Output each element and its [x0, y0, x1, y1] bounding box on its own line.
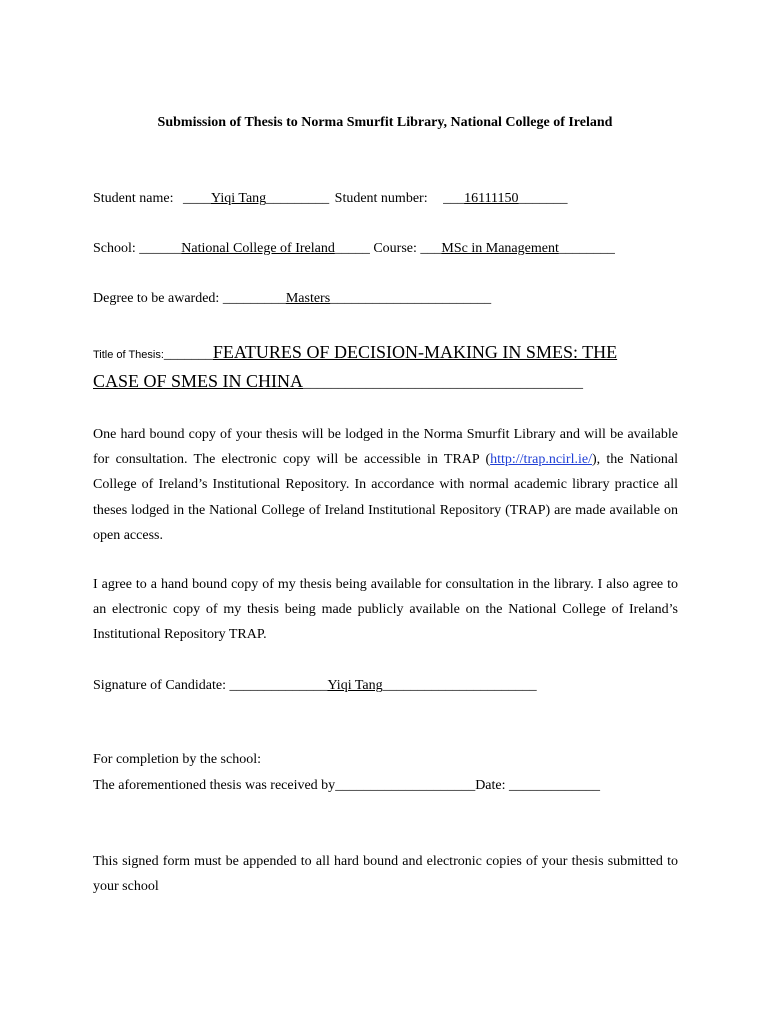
signature-lead: ______________: [229, 678, 328, 693]
para1-text-2: ), the National College of Ireland’s Institutional Repository. In accordance with normal academic library practice all theses lodged in the National College of Ireland Institutional Repository (TRAP) are made available on open access.: [93, 452, 678, 543]
signature-label: Signature of Candidate:: [93, 678, 226, 693]
student-name-value: Yiqi Tang: [211, 191, 267, 206]
degree-label: Degree to be awarded:: [93, 291, 220, 306]
student-number-trail: _______: [518, 191, 568, 206]
signature-row: [93, 677, 537, 695]
school-value: National College of Ireland: [181, 241, 335, 256]
school-completion-heading: For completion by the school:: [93, 752, 261, 767]
received-by-blank: ____________________: [335, 778, 476, 793]
consent-paragraph: I agree to a hand bound copy of my thesis being available for consultation in the library. I also agree to an electronic copy of my thesis being made publicly available on the National College of Ireland’s Institutional Repository TRAP.: [93, 577, 678, 643]
thesis-title-row-1: [93, 340, 617, 367]
school-lead: ______: [139, 241, 182, 256]
repository-paragraph: [93, 422, 678, 548]
course-value: MSc in Management: [441, 241, 559, 256]
degree-trail: _______________________: [330, 291, 492, 306]
thesis-lead: _______: [163, 347, 213, 362]
footer-note: This signed form must be appended to all hard bound and electronic copies of your thesis submitted to your school: [93, 854, 678, 895]
signature-value: Yiqi Tang: [327, 678, 383, 693]
received-by-row: [93, 777, 600, 795]
received-by-label: The aforementioned thesis was received by: [93, 778, 336, 793]
student-number-lead: ___: [443, 191, 465, 206]
thesis-label: Title of Thesis:: [93, 349, 164, 361]
thesis-title-line1: FEATURES OF DECISION-MAKING IN SMES: THE: [212, 342, 618, 362]
student-number-value: 16111150: [464, 191, 519, 206]
student-row: [93, 190, 568, 208]
student-number-label: Student number:: [334, 191, 428, 206]
degree-lead: _________: [222, 291, 286, 306]
date-blank: _____________: [509, 778, 601, 793]
signature-trail: ______________________: [382, 678, 537, 693]
school-label: School:: [93, 241, 136, 256]
thesis-trail: ________________________________________: [303, 376, 584, 391]
degree-value: Masters: [285, 291, 331, 306]
trap-link[interactable]: http://trap.ncirl.ie/: [490, 452, 592, 468]
student-name-label: Student name:: [93, 191, 174, 206]
school-trail: _____: [334, 241, 370, 256]
para1-text-1: One hard bound copy of your thesis will be lodged in the Norma Smurfit Library and will be available for consultation. The electronic copy will be accessible in TRAP (: [93, 427, 678, 468]
course-label: Course:: [373, 241, 417, 256]
student-name-trail: _________: [266, 191, 330, 206]
date-label: Date:: [475, 778, 506, 793]
thesis-title-line2: CASE OF SMES IN CHINA: [93, 371, 304, 391]
course-trail: ________: [558, 241, 615, 256]
form-title: Submission of Thesis to Norma Smurfit Library, National College of Ireland: [157, 115, 613, 130]
course-lead: ___: [420, 241, 442, 256]
student-name-lead: ____: [183, 191, 211, 206]
thesis-title-row-2: [93, 369, 583, 396]
school-row: [93, 240, 615, 258]
degree-row: [93, 290, 491, 308]
